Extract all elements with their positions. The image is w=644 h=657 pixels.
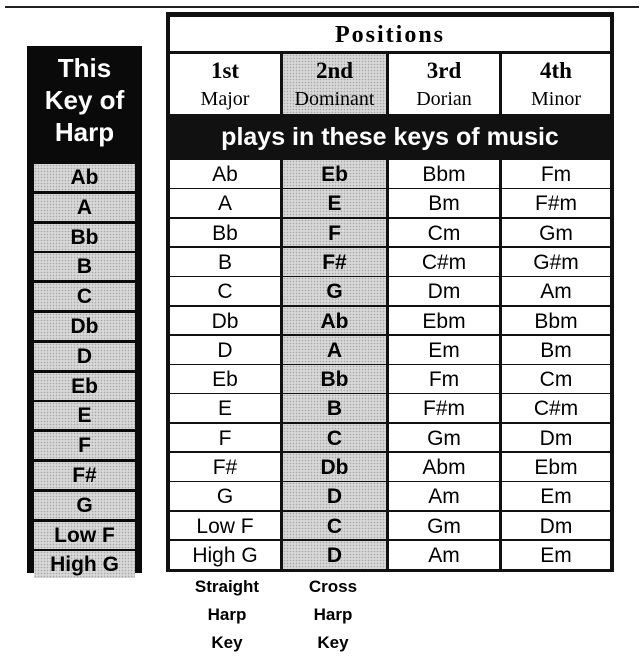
footer-line: Key [317, 633, 349, 652]
harp-key-header [27, 46, 142, 158]
harp-key-cell: C [34, 283, 135, 310]
harp-key-cell: Bb [34, 224, 135, 251]
position-name: Dorian [416, 88, 472, 110]
table-cell: Dm [502, 424, 610, 452]
position-header-1st [170, 54, 280, 114]
footer-line: Harp [313, 605, 353, 624]
table-row [170, 248, 610, 276]
harp-key-cell: Low F [34, 522, 135, 549]
positions-title: Positions [170, 17, 610, 51]
table-cell: F# [283, 248, 386, 276]
table-cell: Cm [502, 365, 610, 393]
table-cell: D [283, 541, 386, 569]
table-cell: E [283, 189, 386, 217]
table-cell: G#m [502, 248, 610, 276]
table-row [170, 160, 610, 188]
harp-key-cell: B [34, 253, 135, 280]
table-cell: Bbm [502, 307, 610, 335]
table-row [170, 424, 610, 452]
table-cell: Bb [283, 365, 386, 393]
table-cell: Fm [502, 160, 610, 188]
position-header-2nd [283, 54, 386, 114]
table-cell: B [170, 248, 280, 276]
table-cell: F#m [502, 189, 610, 217]
harp-key-cell: F# [34, 462, 135, 489]
footer-line: Harp [207, 605, 247, 624]
table-cell: E [170, 394, 280, 422]
harp-key-header-line: This [57, 53, 112, 83]
table-cell: Gm [502, 219, 610, 247]
harp-key-cell: G [34, 492, 135, 519]
table-row [170, 365, 610, 393]
table-cell: Bbm [389, 160, 499, 188]
harp-key-cell: High G [34, 551, 135, 578]
harp-key-cell: D [34, 343, 135, 370]
table-cell: A [170, 189, 280, 217]
position-number: 1st [210, 58, 240, 83]
table-cell: Am [389, 541, 499, 569]
harp-key-cell: Eb [34, 373, 135, 400]
table-cell: Em [389, 336, 499, 364]
table-row [170, 336, 610, 364]
table-cell: Em [502, 541, 610, 569]
table-cell: Bm [502, 336, 610, 364]
footer-line: Cross [308, 577, 358, 596]
harp-key-cell: A [34, 194, 135, 221]
position-number: 2nd [315, 58, 354, 83]
table-cell: C [283, 424, 386, 452]
footer-line: Key [211, 633, 243, 652]
table-cell: C [283, 512, 386, 540]
table-row [170, 277, 610, 305]
plays-banner: plays in these keys of music [170, 117, 610, 157]
table-cell: Eb [283, 160, 386, 188]
table-row [170, 512, 610, 540]
table-cell: Am [502, 277, 610, 305]
table-cell: G [170, 482, 280, 510]
table-cell: Cm [389, 219, 499, 247]
table-row [170, 219, 610, 247]
table-cell: F# [170, 453, 280, 481]
table-cell: Am [389, 482, 499, 510]
top-rule [5, 6, 639, 8]
table-cell: F [170, 424, 280, 452]
harp-key-cell: Db [34, 313, 135, 340]
position-name: Dominant [294, 88, 375, 110]
table-cell: B [283, 394, 386, 422]
table-cell: Ab [170, 160, 280, 188]
positions-grid [170, 160, 610, 570]
harp-key-cell: F [34, 432, 135, 459]
table-cell: C#m [502, 394, 610, 422]
table-cell: Dm [389, 277, 499, 305]
table-cell: Dm [502, 512, 610, 540]
table-cell: Ebm [502, 453, 610, 481]
position-name: Major [200, 88, 250, 110]
table-cell: Bm [389, 189, 499, 217]
table-cell: C [170, 277, 280, 305]
table-cell: Em [502, 482, 610, 510]
table-cell: Gm [389, 512, 499, 540]
table-cell: Eb [170, 365, 280, 393]
table-row [170, 189, 610, 217]
position-header-4th [502, 54, 610, 114]
straight-harp-key-label [172, 573, 282, 657]
harp-key-cell: E [34, 402, 135, 429]
position-header-3rd [389, 54, 499, 114]
table-row [170, 307, 610, 335]
table-cell: G [283, 277, 386, 305]
table-row [170, 394, 610, 422]
table-cell: Db [283, 453, 386, 481]
position-number: 4th [540, 58, 572, 83]
table-cell: High G [170, 541, 280, 569]
position-name: Minor [531, 88, 581, 110]
table-cell: Bb [170, 219, 280, 247]
table-cell: D [283, 482, 386, 510]
harp-key-list [27, 158, 142, 577]
table-cell: Gm [389, 424, 499, 452]
table-row [170, 541, 610, 569]
table-cell: Fm [389, 365, 499, 393]
position-number: 3rd [426, 58, 462, 83]
table-cell: D [170, 336, 280, 364]
table-cell: A [283, 336, 386, 364]
table-cell: Ebm [389, 307, 499, 335]
table-cell: F [283, 219, 386, 247]
table-cell: Abm [389, 453, 499, 481]
table-cell: F#m [389, 394, 499, 422]
harp-key-header-line: Key of [44, 85, 125, 115]
footer-line: Straight [194, 577, 260, 596]
table-row [170, 482, 610, 510]
cross-harp-key-label [280, 573, 386, 657]
table-row [170, 453, 610, 481]
table-cell: Low F [170, 512, 280, 540]
table-cell: Ab [283, 307, 386, 335]
table-cell: C#m [389, 248, 499, 276]
harp-key-cell: Ab [34, 164, 135, 191]
harp-key-header-line: Harp [54, 117, 115, 147]
table-cell: Db [170, 307, 280, 335]
